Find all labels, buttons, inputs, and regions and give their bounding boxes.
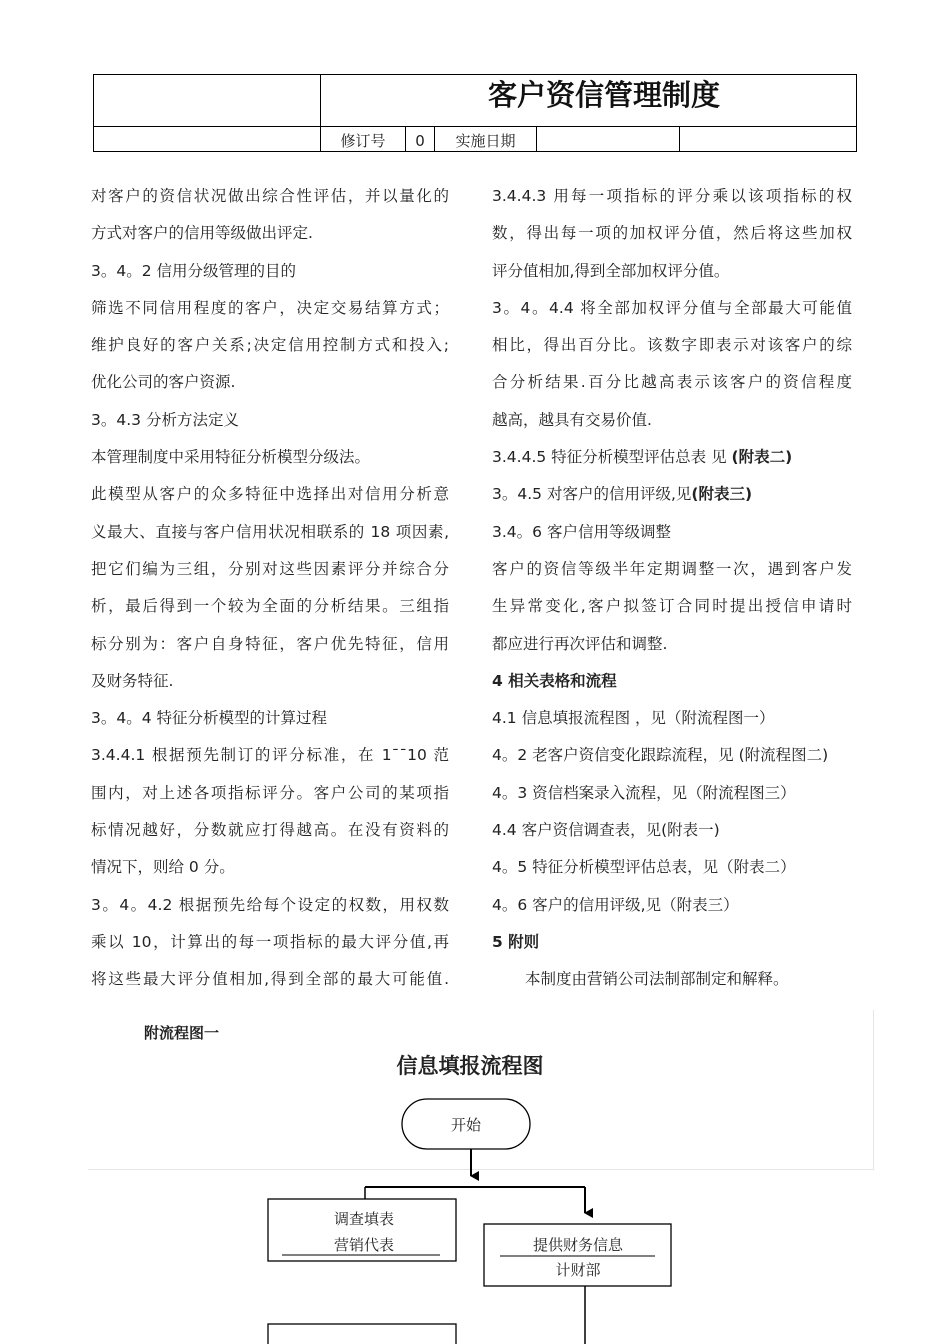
paragraph-line: 相比，得出百分比。该数字即表示对该客户的综 xyxy=(492,336,852,355)
paragraph-line: 乘以 10，计算出的每一项指标的最大评分值,再 xyxy=(91,932,449,951)
finance-box-owner: 计财部 xyxy=(555,1261,601,1279)
flowchart-title: 信息填报流程图 xyxy=(396,1054,544,1078)
paragraph-line: 把它们编为三组，分别对这些因素评分并综合分 xyxy=(91,559,449,578)
next-box xyxy=(268,1324,456,1344)
paragraph-line: 标分别为：客户自身特征，客户优先特征，信用 xyxy=(91,634,449,653)
section-heading: 3。4.3 分析方法定义 xyxy=(91,410,239,429)
revision-value: 0 xyxy=(415,132,425,150)
paragraph-line: 评分值相加,得到全部加权评分值。 xyxy=(492,261,730,280)
start-node-label: 开始 xyxy=(450,1116,482,1134)
document-title: 客户资信管理制度 xyxy=(487,78,720,112)
paragraph-line: 筛选不同信用程度的客户，决定交易结算方式； xyxy=(91,298,449,317)
paragraph-line: 及财务特征. xyxy=(91,671,174,690)
paragraph-line: 本制度由营销公司法制部制定和解释。 xyxy=(525,970,789,989)
section-heading: 3。4。4 特征分析模型的计算过程 xyxy=(91,709,328,728)
finance-box-title: 提供财务信息 xyxy=(532,1236,624,1254)
paragraph-line: 标情况越好，分数就应打得越高。在没有资料的 xyxy=(91,821,449,840)
paragraph-line: 本管理制度中采用特征分析模型分级法。 xyxy=(91,448,371,467)
paragraph-line: 对客户的资信状况做出综合性评估，并以量化的 xyxy=(91,187,449,205)
list-item: 4.4 客户资信调查表，见(附表一) xyxy=(492,821,720,840)
paragraph-line: 合分析结果.百分比越高表示该客户的资信程度 xyxy=(492,373,852,392)
paragraph-line: 义最大、直接与客户信用状况相联系的 18 项因素, xyxy=(91,522,449,541)
paragraph-line: 方式对客户的信用等级做出评定. xyxy=(91,224,313,243)
list-item: 4。2 老客户资信变化跟踪流程，见 (附流程图二) xyxy=(492,746,829,765)
appendix-ref: (附表三) xyxy=(691,485,753,504)
item-text: 3。4.5 对客户的信用评级,见 xyxy=(492,485,692,504)
flowchart-label: 附流程图一 xyxy=(144,1024,220,1042)
survey-box-owner: 营销代表 xyxy=(333,1236,395,1254)
paragraph-line: 析，最后得到一个较为全面的分析结果。三组指 xyxy=(91,597,449,616)
paragraph-line: 维护良好的客户关系;决定信用控制方式和投入; xyxy=(91,336,449,355)
paragraph-line: 都应进行再次评估和调整. xyxy=(492,634,668,653)
list-item: 4.1 信息填报流程图 ，见（附流程图一） xyxy=(492,709,775,728)
paragraph-line: 生异常变化,客户拟签订合同时提出授信申请时 xyxy=(492,597,852,616)
paragraph-line: 情况下，则给 0 分。 xyxy=(91,858,235,877)
section-heading: 3.4。6 客户信用等级调整 xyxy=(492,522,671,541)
list-item: 4。5 特征分析模型评估总表，见（附表二） xyxy=(492,858,796,877)
paragraph-line: 3.4.4.1 根据预先制订的评分标准，在 1¯¯10 范 xyxy=(91,746,449,765)
paragraph-line: 此模型从客户的众多特征中选择出对信用分析意 xyxy=(91,485,449,504)
paragraph-line: 将这些最大评分值相加,得到全部的最大可能值. xyxy=(91,970,449,989)
list-item: 4。6 客户的信用评级,见（附表三） xyxy=(492,895,739,914)
paragraph-line: 越高，越具有交易价值. xyxy=(492,410,652,429)
paragraph-line: 围内，对上述各项指标评分。客户公司的某项指 xyxy=(91,783,449,802)
survey-box-title: 调查填表 xyxy=(333,1210,395,1228)
appendix-ref: (附表二) xyxy=(731,448,793,467)
paragraph-line: 优化公司的客户资源. xyxy=(91,373,236,392)
paragraph-line: 3。4。4.2 根据预先给每个设定的权数，用权数 xyxy=(91,895,449,914)
section-heading: 3。4。2 信用分级管理的目的 xyxy=(91,261,297,280)
chapter-heading: 4 相关表格和流程 xyxy=(492,671,617,690)
list-item: 4。3 资信档案录入流程，见（附流程图三） xyxy=(492,783,796,802)
chapter-heading: 5 附则 xyxy=(492,932,540,951)
paragraph-line: 3.4.4.3 用每一项指标的评分乘以该项指标的权 xyxy=(492,187,852,205)
effective-date-label: 实施日期 xyxy=(455,132,516,150)
paragraph-line: 数，得出每一项的加权评分值，然后将这些加权 xyxy=(492,224,852,243)
paragraph-line: 客户的资信等级半年定期调整一次，遇到客户发 xyxy=(492,559,852,578)
item-text: 3.4.4.5 特征分析模型评估总表 见 xyxy=(492,448,727,467)
revision-label: 修订号 xyxy=(340,132,386,150)
paragraph-line: 3。4。4.4 将全部加权评分值与全部最大可能值 xyxy=(492,298,852,317)
